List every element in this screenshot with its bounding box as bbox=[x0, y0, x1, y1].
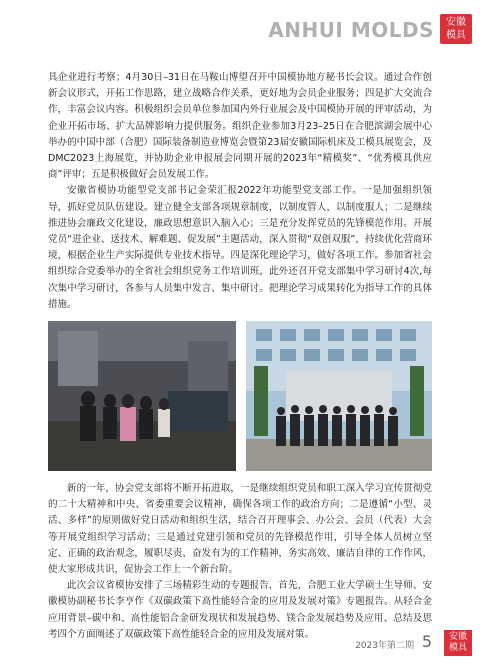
paragraph-4: 此次会议省模协安排了三场精彩生动的专题报告，首先，合肥工业大学硕士生导师、安徽模协副秘书长李亨作《双碳政策下高性能轻合金的应用及发展对策》专题报告。从轻合金应用背景–碳中和、高性能铝合金研发现状和发展趋势、镁合金发展趋势及应用、总结及思考四个方面阐述了双碳政策下高性能轻合金的应用及发展对策。 bbox=[48, 580, 432, 640]
article-body bbox=[48, 70, 432, 643]
page-footer bbox=[0, 630, 480, 665]
issue-label: 2023年第二期 bbox=[355, 641, 414, 651]
factory-visit-image bbox=[48, 321, 236, 471]
paragraph-2: 安徽省模协功能型党支部书记金荣汇报2022年功能型党支部工作。一是加强组织领导，抓好党员队伍建设。建立健全支部各项规章制度，以制度管人，以制度服人；二是继续推进协会廉政文化建设，廉政思想意识入脑入心；三是充分发挥党员的先锋模范作用。开展党员“进企业、送技术、解难题、促发展”主题活动，深入贯彻“双创双服”，持续优化营商环境，根据企业生产实际提供专业技术指导。四是深化理论学习，做好各项工作。参加省社会组织综合党委举办的全省社会组织党务工作培训班，此外还召开党支部集中学习研讨4次,每次集中学习研讨，各参与人员集中发言、集中研讨。把理论学习成果转化为指导工作的具体措施。 bbox=[48, 185, 432, 310]
photo-factory-visit bbox=[48, 321, 236, 471]
footer-logo-line1: 安徽 bbox=[448, 632, 467, 642]
footer-logo-line2: 模具 bbox=[448, 643, 467, 653]
photo-group-photo bbox=[246, 321, 432, 471]
page-header bbox=[0, 0, 480, 52]
header-logo-line1: 安徽 bbox=[446, 17, 466, 28]
photo-row bbox=[48, 321, 432, 471]
paragraph-1: 具企业进行考察；4月30日–31日在马鞍山博望召开中国模协地方秘书长会议。通过合作创新会议形式，开拓工作思路，建立战略合作关系，更好地为会员企业服务；四是扩大交流合作，丰富会议内容。积极组织会员单位参加国内外行业展会及中国模协开展的评审活动，为企业开拓市场、扩大品牌影响力提供服务。组织企业参加3月23–25日在合肥滨湖会展中心举办的中国中部（合肥）国际装备制造业博览会暨第23届安徽国际机床及工模具展览会，及DMC2023上海展览，并协助企业申报展会同期开展的2023年“精模奖”、“优秀模具供应商”评审；五是积极做好会员发展工作。 bbox=[48, 72, 432, 181]
header-logo bbox=[440, 14, 472, 44]
paragraph-3: 新的一年，协会党支部将不断开拓进取，一是继续组织党员和职工深入学习宣传贯彻党的二十大精神和中央、省委重要会议精神，确保各项工作的政治方向；二是遵循“小型、灵活、多样”的原则做好党日活动和组织生活，结合召开理事会、办公会、会员（代表）大会等开展党组织学习活动；三是通过党建引领和党员的先锋模范作用，引导全体人员树立坚定、正确的政治观念，履职尽责、奋发有为的工作精神，务实高效、廉洁自律的工作作风，使大家形成共识，促协会工作上一个新台阶。 bbox=[48, 483, 432, 576]
group-photo-image bbox=[246, 321, 432, 471]
footer-logo bbox=[444, 630, 472, 656]
header-logo-line2: 模具 bbox=[446, 30, 466, 41]
brand-title: ANHUI MOLDS bbox=[268, 18, 434, 42]
page-number: 5 bbox=[421, 632, 432, 651]
